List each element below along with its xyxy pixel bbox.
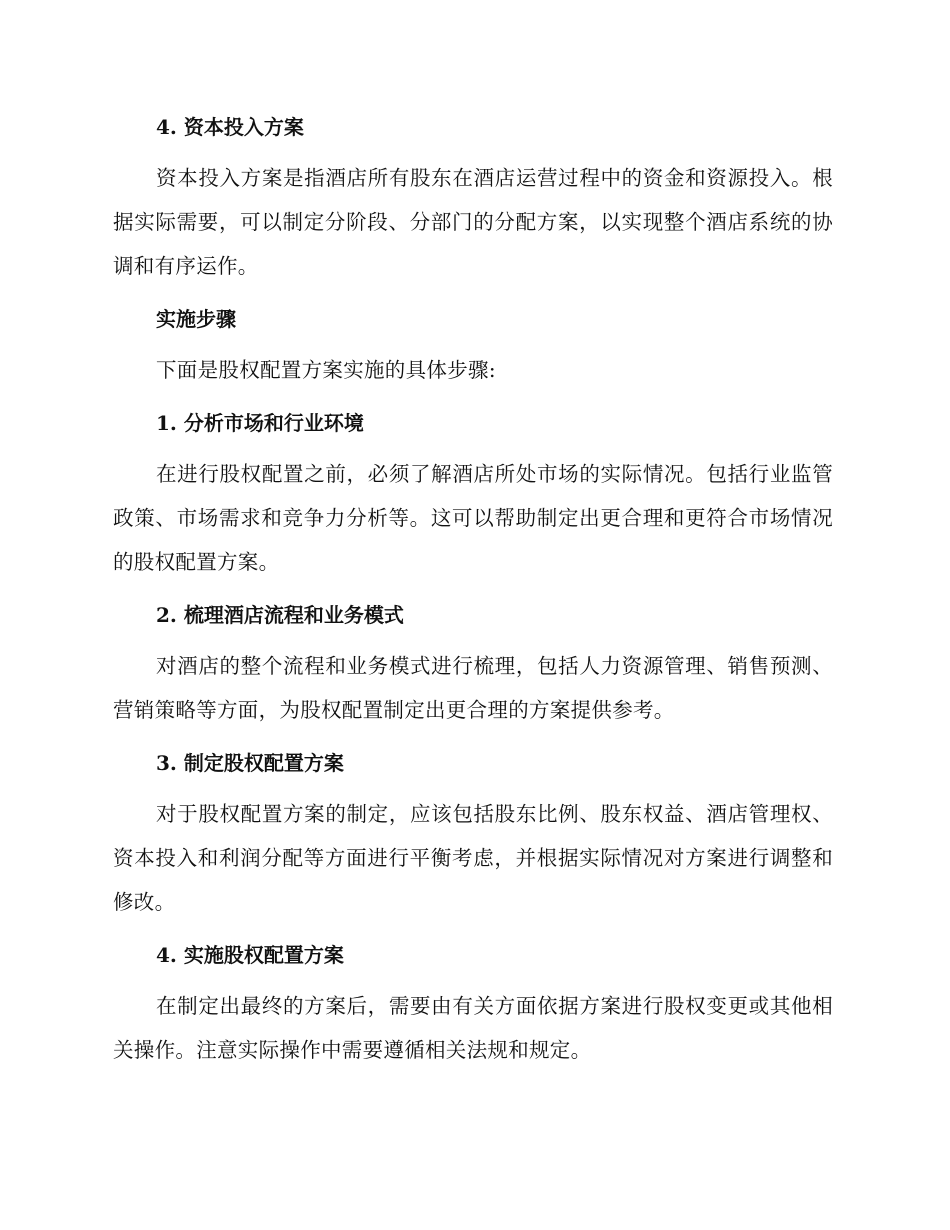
- section-heading: 4. 实施股权配置方案: [156, 943, 344, 967]
- section-paragraph: 资本投入方案是指酒店所有股东在酒店运营过程中的资金和资源投入。根据实际需要，可以制定分阶段、分部门的分配方案，以实现整个酒店系统的协调和有序运作。: [113, 166, 833, 278]
- section-heading: 2. 梳理酒店流程和业务模式: [156, 603, 404, 627]
- section-paragraph: 在进行股权配置之前，必须了解酒店所处市场的实际情况。包括行业监管政策、市场需求和竞争力分析等。这可以帮助制定出更合理和更符合市场情况的股权配置方案。: [113, 462, 833, 574]
- section-paragraph: 下面是股权配置方案实施的具体步骤:: [156, 358, 497, 382]
- section-paragraph: 在制定出最终的方案后，需要由有关方面依据方案进行股权变更或其他相关操作。注意实际操作中需要遵循相关法规和规定。: [113, 994, 833, 1062]
- section-heading: 3. 制定股权配置方案: [156, 751, 344, 775]
- section-implementation-steps: [113, 296, 833, 400]
- section-heading: 实施步骤: [156, 307, 236, 331]
- section-capital-investment: [113, 104, 833, 296]
- section-plan-implementation: [113, 932, 833, 1072]
- section-paragraph: 对于股权配置方案的制定，应该包括股东比例、股东权益、酒店管理权、资本投入和利润分配等方面进行平衡考虑，并根据实际情况对方案进行调整和修改。: [113, 802, 833, 914]
- section-market-analysis: [113, 400, 833, 592]
- section-plan-formulation: [113, 740, 833, 932]
- section-process-review: [113, 592, 833, 740]
- document-body: [113, 104, 833, 1072]
- section-heading: 4. 资本投入方案: [156, 115, 304, 139]
- section-heading: 1. 分析市场和行业环境: [156, 411, 364, 435]
- section-paragraph: 对酒店的整个流程和业务模式进行梳理，包括人力资源管理、销售预测、营销策略等方面，为股权配置制定出更合理的方案提供参考。: [113, 654, 833, 722]
